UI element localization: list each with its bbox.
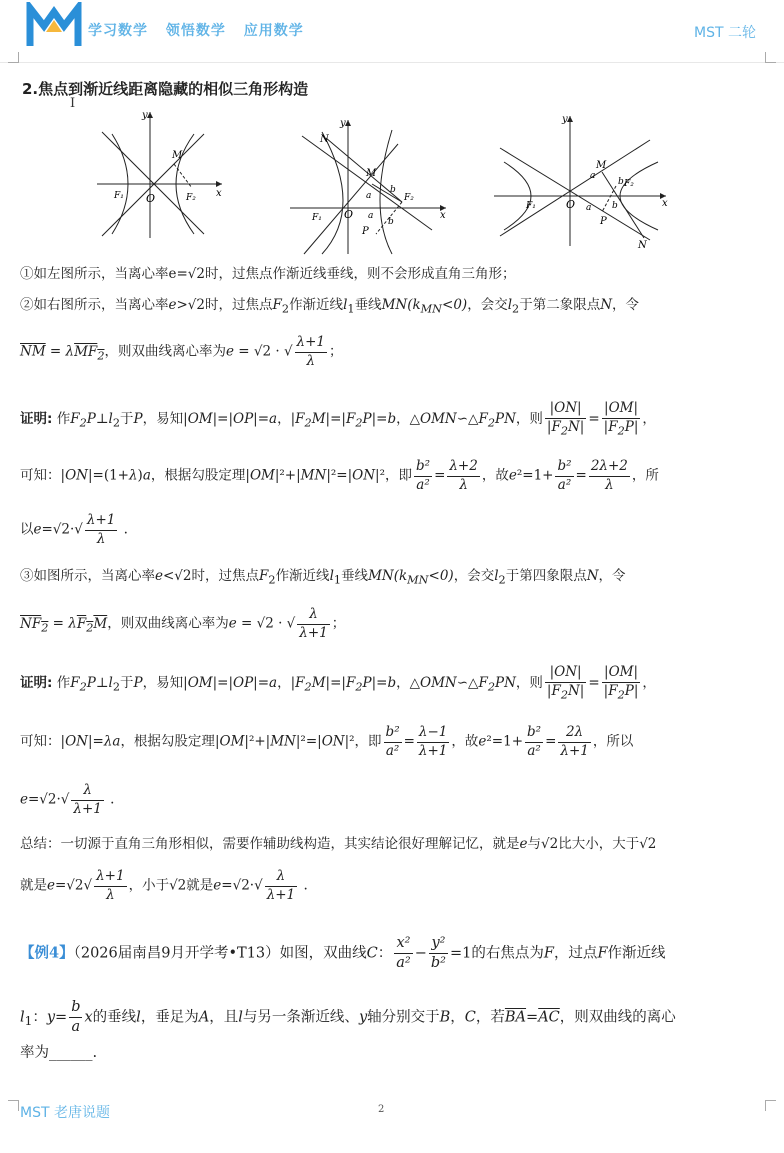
text-cursor-icon: I <box>70 96 76 111</box>
case3-line1: ③如图所示，当离心率e<√2时，过焦点$F_2$作渐近线$l_1$垂线$MN(k_{MN}<0)$，会交$l_2$于第四象限点N，令 <box>20 568 626 587</box>
fig3-m: M <box>596 160 607 171</box>
case2-know: 可知：|ON|=(1+λ)a，根据勾股定理|OM|²+|MN|²=|ON|²，即 $\frac{\text{b²}}{\text{a²}}$ = $\frac{\lambda+2}{\lambda}$ ，故e²=1+ $\frac{\text{b²}}{\text{a²}}$ = $\frac{2\lambda+2}{\lambda}$ ，所 <box>20 458 659 493</box>
example-line3: 率为______. <box>20 1045 98 1061</box>
figure-right <box>490 112 676 252</box>
fig3-f1: F₁ <box>526 201 536 211</box>
fig2-n: N <box>320 134 329 145</box>
case3-line2: $NF_2 = \lambda F_2M$，则双曲线离心率为e = √2 · √ $\frac{\lambda}{\lambda+1}$ ； <box>20 606 346 641</box>
example-line1: 【例4】（2026届南昌9月开学考•T13）如图，双曲线C： $\frac{\text{x²}}{\text{a²}}$ − $\frac{\text{y²}}{\text{b²}}$ =1的右焦点为F，过点F作渐近线 <box>20 935 666 971</box>
slogan-1: 学习数学 <box>88 23 148 39</box>
answer-blank[interactable]: ______. <box>49 1045 98 1061</box>
case3-conclusion: e=√2·√ $\frac{\lambda}{\lambda+1}$ . <box>20 782 115 817</box>
fig1-y-label: y <box>142 110 148 121</box>
fig3-a2: a <box>586 203 592 213</box>
case2-line1: ②如右图所示，当离心率e>√2时，过焦点$F_2$作渐近线$l_1$垂线$MN(k_{MN}<0)$，会交$l_2$于第二象限点N，令 <box>20 297 640 316</box>
fig3-origin: O <box>566 198 576 211</box>
fig2-f1: F₁ <box>312 213 322 223</box>
fig2-b1: b <box>390 185 396 195</box>
case1-line: ①如左图所示，当离心率e=√2时，过焦点作渐近线垂线，则不会形成直角三角形； <box>20 266 516 282</box>
fig3-f2: F₂ <box>624 179 634 189</box>
fig2-x-label: x <box>440 210 446 221</box>
fig2-a2: a <box>368 211 374 221</box>
example-tag: 【例4】 <box>20 944 74 962</box>
fig1-m: M <box>172 150 183 161</box>
header-slogans <box>88 20 316 40</box>
fig3-y-label: y <box>562 114 568 125</box>
fig2-m: M <box>366 168 377 179</box>
summary-line2: 就是e=√2√ $\frac{\lambda+1}{\lambda}$ ，小于√2就是e=√2·√ $\frac{\lambda}{\lambda+1}$ . <box>20 868 308 903</box>
case3-know: 可知：|ON|=λa，根据勾股定理|OM|²+|MN|²=|ON|²，即 $\frac{\text{b²}}{\text{a²}}$ = $\frac{\lambda-1}{\lambda+1}$ ，故e²=1+ $\frac{\text{b²}}{\text{a²}}$ = $\frac{2\lambda}{\lambda+1}$ ，所以 <box>20 724 634 759</box>
fig2-origin: O <box>344 208 354 221</box>
fig3-p: P <box>600 216 607 227</box>
fig2-b2: b <box>388 217 394 227</box>
corner-mark-bl <box>8 1100 19 1111</box>
fig3-b1: b <box>618 177 624 187</box>
corner-mark-tr <box>765 52 776 63</box>
fig3-n: N <box>638 240 647 251</box>
fig3-a1: a <box>590 171 596 181</box>
slogan-2: 领悟数学 <box>165 23 226 39</box>
fig2-y-label: y <box>340 118 346 129</box>
fig2-p: P <box>362 226 369 237</box>
fig3-b2: b <box>612 201 618 211</box>
fig2-a1: a <box>366 191 372 201</box>
page-number: 2 <box>378 1104 385 1115</box>
series-label: MST 二轮 <box>694 25 756 41</box>
case2-line2: $\overline{NM} = \lambda MF_2$，则双曲线离心率为e = √2 · √ $\frac{\lambda+1}{\lambda}$ ； <box>20 334 343 369</box>
corner-mark-tl <box>8 52 19 63</box>
example-line2: $l_1$：y= $\frac{b}{a}$ x的垂线l，垂足为A，且l与另一条渐近线、y轴分别交于B，C，若$\overline{BA}=\overline{AC}$，则双曲线的离心 <box>20 999 676 1035</box>
case2-conclusion: 以e=√2·√ $\frac{\lambda+1}{\lambda}$ . <box>20 512 128 547</box>
mst-logo <box>26 2 82 50</box>
figure-middle <box>286 114 456 260</box>
slogan-3: 应用数学 <box>243 23 304 39</box>
section-title: 2.焦点到渐近线距离隐藏的相似三角形构造 <box>22 80 309 98</box>
figure-left <box>92 104 232 240</box>
fig1-f2: F₂ <box>186 193 196 203</box>
summary-line1: 总结：一切源于直角三角形相似，需要作辅助线构造，其实结论很好理解记忆，就是e与√2比大小，大于√2 <box>20 836 657 852</box>
fig2-f2: F₂ <box>404 193 414 203</box>
fig1-x-label: x <box>216 188 222 199</box>
corner-mark-br <box>765 1100 776 1111</box>
case3-proof: 证明: 作$F_2P\perp l_2$于P，易知|OM|=|OP|=a，$|F_2M|=|F_2P|=b$，$\triangle OMN∽\triangle F_2PN$，则 $\frac{|ON|}{|F_2N|}$ = $\frac{|OM|}{|F_2P|}$ ， <box>20 664 656 702</box>
fig3-x-label: x <box>662 198 668 209</box>
footer-brand: MST 老唐说题 <box>20 1105 110 1121</box>
header-divider <box>0 62 784 63</box>
fig1-origin: O <box>146 192 156 205</box>
fig1-f1: F₁ <box>114 191 124 201</box>
case2-proof: 证明: 作$F_2P\perp l_2$于P，易知|OM|=|OP|=a，$|F_2M|=|F_2P|=b$，$\triangle OMN∽\triangle F_2PN$，则 $\frac{|ON|}{|F_2N|}$ = $\frac{|OM|}{|F_2P|}$ ， <box>20 400 656 438</box>
